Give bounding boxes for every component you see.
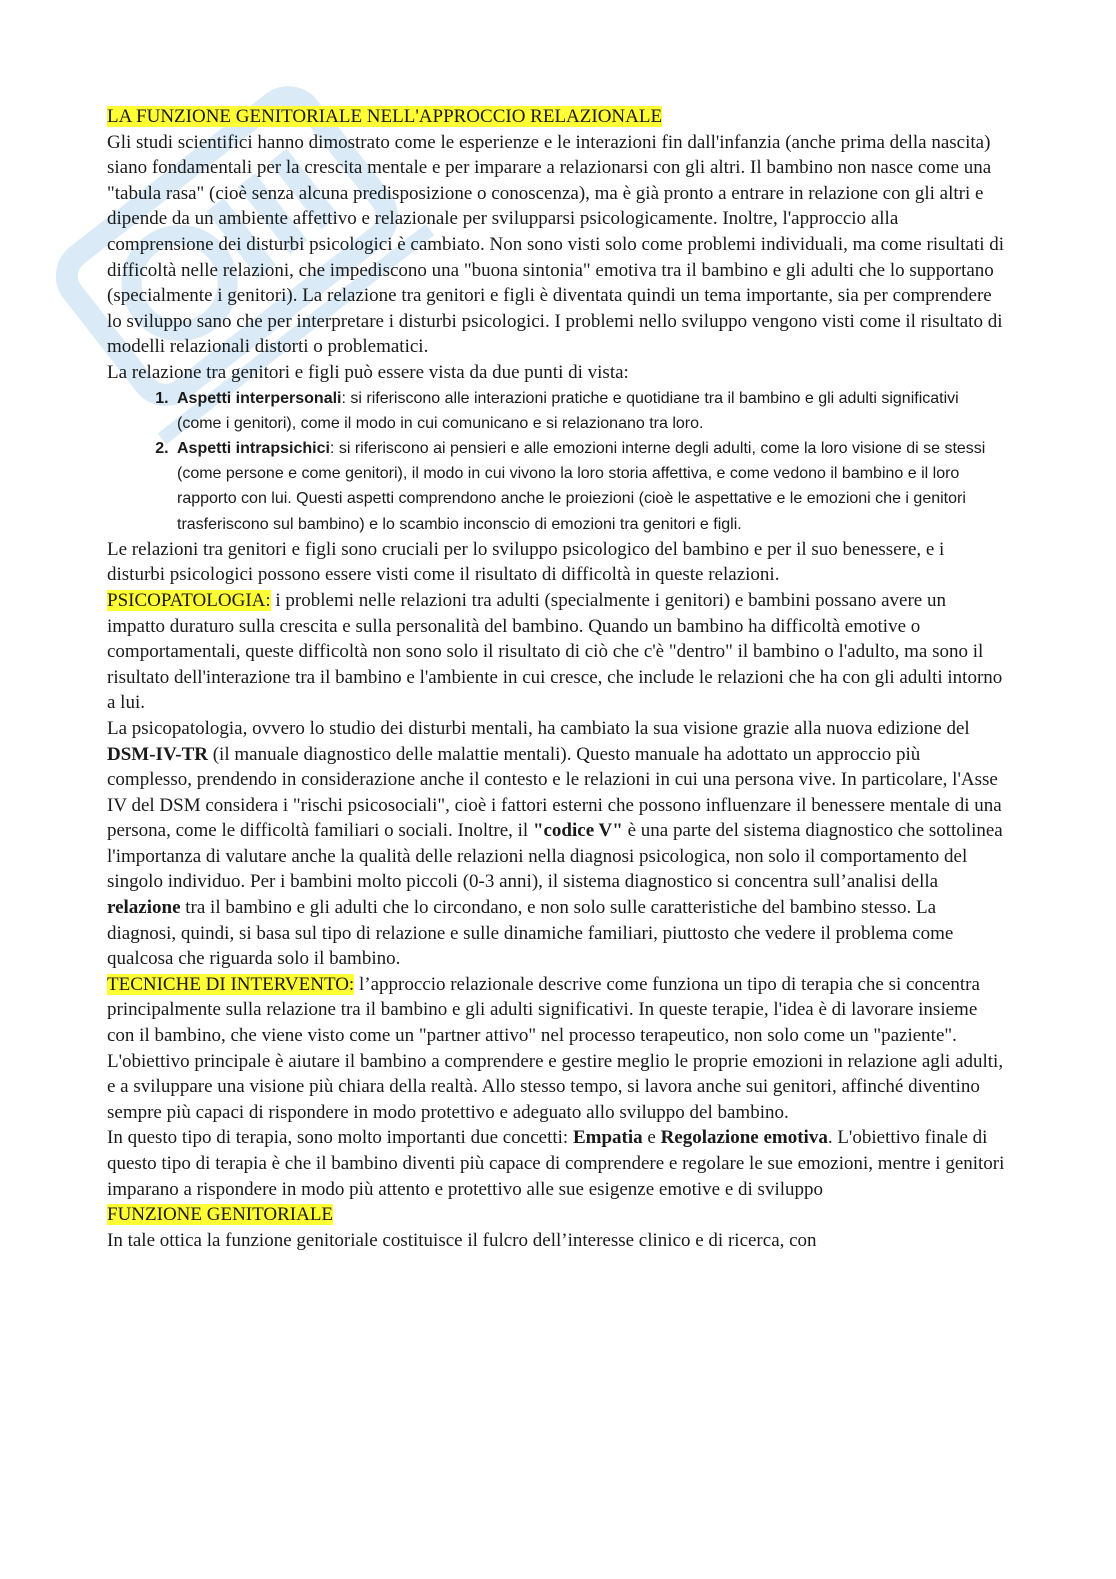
paragraph-tecniche: TECNICHE DI INTERVENTO: l’approccio relazionale descrive come funziona un tipo di terapia che si concentra principalmente sulla relazione tra il bambino e gli adulti significativi. In queste terapie, l'idea è di lavorare insieme con il bambino, che viene visto come un "partner attivo" nel processo terapeutico, non solo come un "paziente". L'obiettivo principale è aiutare il bambino a comprendere e gestire meglio le proprie emozioni in relazione agli adulti, e a sviluppare una visione più chiara della realtà. Allo stesso tempo, si lavora anche sui genitori, affinché diventino sempre più capaci di rispondere in modo protettivo e adeguato allo sviluppo del bambino. (107, 973, 1004, 1123)
paragraph-two-viewpoints: La relazione tra genitori e figli può essere vista da due punti di vista: (107, 361, 629, 383)
list-item-interpersonal: 1. Aspetti interpersonali: si riferiscono alle interazioni pratiche e quotidiane tra il bambino e gli adulti significativi (come i genitori), come il modo in cui comunicano e si relazionano tra loro. (173, 386, 1007, 436)
paragraph-empatia: In questo tipo di terapia, sono molto importanti due concetti: Empatia e Regolazione emotiva. L'obiettivo finale di questo tipo di terapia è che il bambino diventi più capace di comprendere e regolare le sue emozioni, mentre i genitori imparano a rispondere in modo più attento e protettivo alle sue esigenze emotive e di sviluppo (107, 1127, 1005, 1200)
section-heading-relational-approach: LA FUNZIONE GENITORIALE NELL'APPROCCIO RELAZIONALE (107, 106, 663, 127)
paragraph-intro: Gli studi scientifici hanno dimostrato come le esperienze e le interazioni fin dall'infanzia (anche prima della nascita) siano fondamentali per la crescita mentale e per imparare a relazionarsi con gli altri. Il bambino non nasce come una "tabula rasa" (cioè senza alcuna predisposizione o conoscenza), ma è già pronto a entrare in relazione con gli altri e dipende da un ambiente affettivo e relazionale per svilupparsi psicologicamente. Inoltre, l'approccio alla comprensione dei disturbi psicologici è cambiato. Non sono visti solo come problemi individuali, ma come risultati di difficoltà nelle relazioni, che impediscono una "buona sintonia" emotiva tra il bambino e gli adulti che lo supportano (specialmente i genitori). La relazione tra genitori e figli è diventata quindi un tema importante, sia per comprendere lo sviluppo sano che per interpretare i disturbi psicologici. I problemi nello sviluppo vengono visti come il risultato di modelli relazionali distorti o problematici. (107, 131, 1005, 358)
paragraph-dsm: La psicopatologia, ovvero lo studio dei disturbi mentali, ha cambiato la sua visione grazie alla nuova edizione del DSM-IV-TR (il manuale diagnostico delle malattie mentali). Questo manuale ha adottato un approccio più complesso, prendendo in considerazione anche il contesto e le relazioni in cui una persona vive. In particolare, l'Asse IV del DSM considera i "rischi psicosociali", cioè i fattori esterni che possono influenzare il benessere mentale di una persona, come le difficoltà familiari o sociali. Inoltre, il "codice V" è una parte del sistema diagnostico che sottolinea l'importanza di valutare anche la qualità delle relazioni nella diagnosi psicologica, non solo il comportamento del singolo individuo. Per i bambini molto piccoli (0-3 anni), il sistema diagnostico si concentra sull’analisi della relazione tra il bambino e gli adulti che lo circondano, e non solo sulle caratteristiche del bambino stesso. La diagnosi, quindi, si basa sul tipo di relazione e sulle dinamiche familiari, piuttosto che vedere il problema come qualcosa che riguarda solo il bambino. (107, 717, 1003, 970)
paragraph-relations-crucial: Le relazioni tra genitori e figli sono cruciali per lo sviluppo psicologico del bambino e per il suo benessere, e i disturbi psicologici possono essere visti come il risultato di difficoltà in queste relazioni. (107, 538, 945, 586)
aspects-list (107, 386, 1007, 537)
paragraph-psicopatologia: PSICOPATOLOGIA: i problemi nelle relazioni tra adulti (specialmente i genitori) e bambini possano avere un impatto duraturo sulla crescita e sulla personalità del bambino. Quando un bambino ha difficoltà emotive o comportamentali, queste difficoltà non sono solo il risultato di ciò che c'è "dentro" il bambino o l'adulto, ma sono il risultato dell'interazione tra il bambino e l'ambiente in cui cresce, che include le relazioni che ha con gli adulti intorno a lui. (107, 589, 1003, 714)
paragraph-closing: In tale ottica la funzione genitoriale costituisce il fulcro dell’interesse clinico e di ricerca, con (107, 1229, 817, 1251)
document-page (107, 104, 1007, 1253)
label-tecniche: TECNICHE DI INTERVENTO: (107, 973, 355, 995)
label-psicopatologia: PSICOPATOLOGIA: (107, 589, 271, 611)
section-heading-funzione-genitoriale: FUNZIONE GENITORIALE (107, 1204, 334, 1226)
list-item-intrapsychic: 2. Aspetti intrapsichici: si riferiscono ai pensieri e alle emozioni interne degli adulti, come la loro visione di se stessi (come persone e come genitori), il modo in cui vivono la loro storia affettiva, e come vedono il bambino e il loro rapporto con lui. Questi aspetti comprendono anche le proiezioni (cioè le aspettative e le emozioni che i genitori trasferiscono sul bambino) e lo scambio inconscio di emozioni tra genitori e figli. (173, 436, 1007, 537)
